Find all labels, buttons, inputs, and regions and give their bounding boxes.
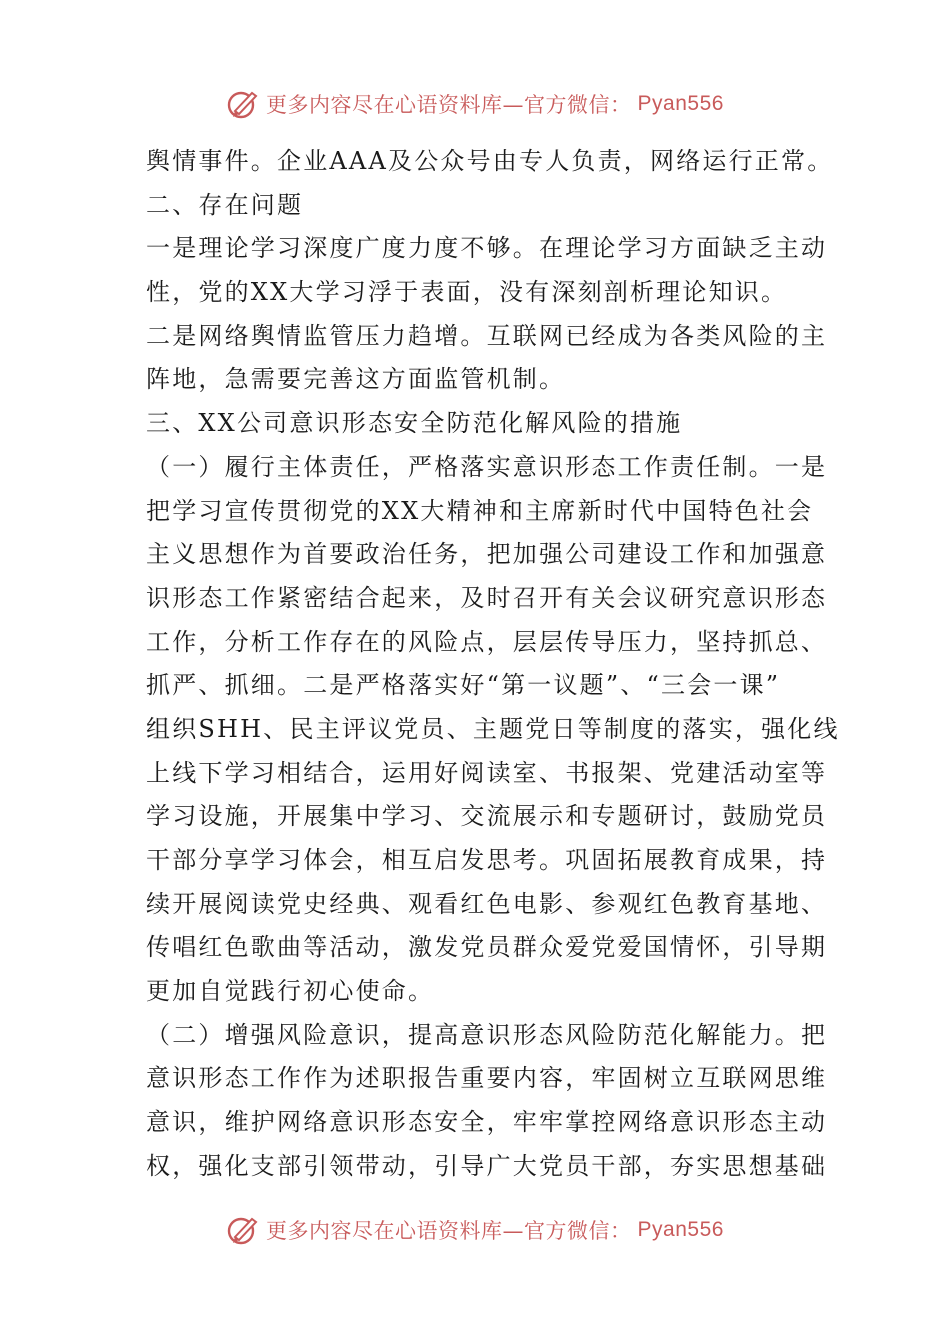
section-heading: 二、存在问题 xyxy=(146,190,304,219)
text-line: 意识，维护网络意识形态安全，牢牢掌控网络意识形态主动 xyxy=(146,1108,828,1137)
document-body xyxy=(146,140,840,1189)
text-line: 学习设施，开展集中学习、交流展示和专题研讨，鼓励党员 xyxy=(146,802,828,831)
watermark-footer xyxy=(0,1208,950,1252)
text-line: （一）履行主体责任，严格落实意识形态工作责任制。一是 xyxy=(146,452,828,481)
text-line: 干部分享学习体会，相互启发思考。巩固拓展教育成果，持 xyxy=(146,846,828,874)
watermark-wechat-id: Pyan556 xyxy=(637,92,724,115)
text-line: 工作，分析工作存在的风险点，层层传导压力，坚持抓总、 xyxy=(146,627,828,656)
text-line: 权，强化支部引领带动，引导广大党员干部，夯实思想基础 xyxy=(146,1151,828,1180)
text-line: 组织SHH、民主评议党员、主题党日等制度的落实，强化线 xyxy=(146,714,840,743)
text-line: 抓严、抓细。二是严格落实好“第一议题”、“三会一课” xyxy=(146,671,781,700)
text-line: 识形态工作紧密结合起来，及时召开有关会议研究意识形态 xyxy=(146,583,828,612)
pen-logo-icon xyxy=(226,1213,260,1247)
text-line: 一是理论学习深度广度力度不够。在理论学习方面缺乏主动 xyxy=(146,234,828,263)
watermark-text: 更多内容尽在心语资料库—官方微信： xyxy=(266,93,632,117)
text-line: 续开展阅读党史经典、观看红色电影、参观红色教育基地、 xyxy=(146,889,828,918)
pen-logo-icon xyxy=(226,87,260,121)
text-line: 主义思想作为首要政治任务，把加强公司建设工作和加强意 xyxy=(146,540,828,569)
watermark-text: 更多内容尽在心语资料库—官方微信： xyxy=(266,1219,632,1243)
text-line: 性，党的XX大学习浮于表面，没有深刻剖析理论知识。 xyxy=(146,278,788,307)
text-line: 二是网络舆情监管压力趋增。互联网已经成为各类风险的主 xyxy=(146,321,828,350)
watermark-header xyxy=(0,82,950,126)
text-line: 上线下学习相结合，运用好阅读室、书报架、党建活动室等 xyxy=(146,758,828,787)
text-line: 传唱红色歌曲等活动，激发党员群众爱党爱国情怀，引导期 xyxy=(146,933,828,962)
watermark-wechat-id: Pyan556 xyxy=(637,1218,724,1241)
text-line: 把学习宣传贯彻党的XX大精神和主席新时代中国特色社会 xyxy=(146,496,814,525)
text-line: 阵地，急需要完善这方面监管机制。 xyxy=(146,365,566,394)
text-line: 舆情事件。企业AAA及公众号由专人负责，网络运行正常。 xyxy=(146,147,834,175)
text-line: 意识形态工作作为述职报告重要内容，牢固树立互联网思维 xyxy=(146,1064,828,1093)
text-line: 更加自觉践行初心使命。 xyxy=(146,977,435,1006)
section-heading: 三、XX公司意识形态安全防范化解风险的措施 xyxy=(146,409,683,438)
text-line: （二）增强风险意识，提高意识形态风险防范化解能力。把 xyxy=(146,1020,828,1049)
